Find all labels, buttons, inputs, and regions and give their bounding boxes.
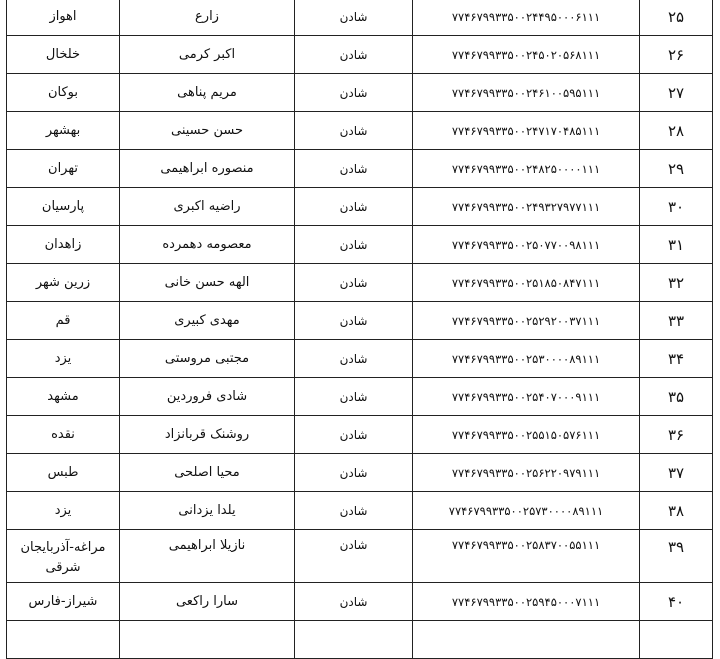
table-row — [7, 264, 713, 302]
name-cell: حسن حسینی — [120, 112, 295, 150]
sheba-cell: ۷۷۴۶۷۹۹۳۳۵۰۰۲۴۹۳۲۷۹۷۷۱۱۱ — [413, 188, 640, 226]
sheba-cell: ۷۷۴۶۷۹۹۳۳۵۰۰۲۴۶۱۰۰۵۹۵۱۱۱ — [413, 74, 640, 112]
name-cell: نازیلا ابراهیمی — [120, 530, 295, 583]
sheba-cell: ۷۷۴۶۷۹۹۳۳۵۰۰۲۵۹۴۵۰۰۰۷۱۱۱ — [413, 583, 640, 621]
row-number-cell: ۴۰ — [640, 583, 713, 621]
row-number-cell: ۳۵ — [640, 378, 713, 416]
city-cell: شیراز-فارس — [7, 583, 120, 621]
bank-cell: شادن — [295, 36, 413, 74]
row-number-cell: ۳۱ — [640, 226, 713, 264]
bank-cell: شادن — [295, 264, 413, 302]
city-cell: یزد — [7, 492, 120, 530]
empty-cell — [7, 621, 120, 659]
name-cell: زارع — [120, 0, 295, 36]
records-table — [6, 0, 713, 659]
name-cell: اکبر کرمی — [120, 36, 295, 74]
sheba-cell: ۷۷۴۶۷۹۹۳۳۵۰۰۲۵۳۰۰۰۰۸۹۱۱۱ — [413, 340, 640, 378]
sheba-cell: ۷۷۴۶۷۹۹۳۳۵۰۰۲۵۵۱۵۰۵۷۶۱۱۱ — [413, 416, 640, 454]
name-cell: محیا اصلحی — [120, 454, 295, 492]
city-cell: اهواز — [7, 0, 120, 36]
table-row — [7, 74, 713, 112]
table-row — [7, 36, 713, 74]
sheba-cell: ۷۷۴۶۷۹۹۳۳۵۰۰۲۴۸۲۵۰۰۰۰۱۱۱ — [413, 150, 640, 188]
bank-cell: شادن — [295, 302, 413, 340]
city-cell: پارسیان — [7, 188, 120, 226]
table-row — [7, 492, 713, 530]
city-cell: بوکان — [7, 74, 120, 112]
row-number-cell: ۲۹ — [640, 150, 713, 188]
city-cell: یزد — [7, 340, 120, 378]
row-number-cell: ۳۳ — [640, 302, 713, 340]
table-row — [7, 583, 713, 621]
row-number-cell: ۲۸ — [640, 112, 713, 150]
city-cell: زرین شهر — [7, 264, 120, 302]
bank-cell: شادن — [295, 454, 413, 492]
table-row — [7, 378, 713, 416]
table-row — [7, 0, 713, 36]
city-cell: مراغه-آذربایجان شرقی — [7, 530, 120, 583]
sheba-cell: ۷۷۴۶۷۹۹۳۳۵۰۰۲۵۷۳۰۰۰۰۸۹۱۱۱ — [413, 492, 640, 530]
bank-cell: شادن — [295, 226, 413, 264]
name-cell: الهه حسن خانی — [120, 264, 295, 302]
bank-cell: شادن — [295, 112, 413, 150]
name-cell: سارا راکعی — [120, 583, 295, 621]
table-row-partial — [7, 621, 713, 659]
row-number-cell: ۳۲ — [640, 264, 713, 302]
records-table-body — [7, 0, 713, 659]
bank-cell: شادن — [295, 492, 413, 530]
city-cell: مشهد — [7, 378, 120, 416]
empty-cell — [640, 621, 713, 659]
sheba-cell: ۷۷۴۶۷۹۹۳۳۵۰۰۲۵۴۰۷۰۰۰۹۱۱۱ — [413, 378, 640, 416]
row-number-cell: ۳۰ — [640, 188, 713, 226]
city-cell: بهشهر — [7, 112, 120, 150]
empty-cell — [413, 621, 640, 659]
bank-cell: شادن — [295, 416, 413, 454]
table-row — [7, 530, 713, 583]
row-number-cell: ۲۷ — [640, 74, 713, 112]
city-cell: زاهدان — [7, 226, 120, 264]
table-row — [7, 340, 713, 378]
table-row — [7, 226, 713, 264]
sheba-cell: ۷۷۴۶۷۹۹۳۳۵۰۰۲۵۰۷۷۰۰۹۸۱۱۱ — [413, 226, 640, 264]
table-row — [7, 112, 713, 150]
name-cell: مجتبی مروستی — [120, 340, 295, 378]
sheba-cell: ۷۷۴۶۷۹۹۳۳۵۰۰۲۴۵۰۲۰۵۶۸۱۱۱ — [413, 36, 640, 74]
name-cell: مریم پناهی — [120, 74, 295, 112]
city-cell: خلخال — [7, 36, 120, 74]
name-cell: منصوره ابراهیمی — [120, 150, 295, 188]
bank-cell: شادن — [295, 188, 413, 226]
empty-cell — [295, 621, 413, 659]
table-row — [7, 150, 713, 188]
city-cell: قم — [7, 302, 120, 340]
bank-cell: شادن — [295, 378, 413, 416]
name-cell: یلدا یزدانی — [120, 492, 295, 530]
sheba-cell: ۷۷۴۶۷۹۹۳۳۵۰۰۲۴۴۹۵۰۰۰۶۱۱۱ — [413, 0, 640, 36]
name-cell: شادی فروردین — [120, 378, 295, 416]
city-cell: طبس — [7, 454, 120, 492]
city-cell: نقده — [7, 416, 120, 454]
table-row — [7, 416, 713, 454]
name-cell: راضیه اکبری — [120, 188, 295, 226]
row-number-cell: ۳۴ — [640, 340, 713, 378]
row-number-cell: ۲۶ — [640, 36, 713, 74]
bank-cell: شادن — [295, 150, 413, 188]
table-row — [7, 302, 713, 340]
sheba-cell: ۷۷۴۶۷۹۹۳۳۵۰۰۲۴۷۱۷۰۴۸۵۱۱۱ — [413, 112, 640, 150]
name-cell: مهدی کبیری — [120, 302, 295, 340]
row-number-cell: ۳۸ — [640, 492, 713, 530]
empty-cell — [120, 621, 295, 659]
bank-cell: شادن — [295, 0, 413, 36]
table-row — [7, 188, 713, 226]
row-number-cell: ۲۵ — [640, 0, 713, 36]
bank-cell: شادن — [295, 530, 413, 583]
sheba-cell: ۷۷۴۶۷۹۹۳۳۵۰۰۲۵۱۸۵۰۸۴۷۱۱۱ — [413, 264, 640, 302]
sheba-cell: ۷۷۴۶۷۹۹۳۳۵۰۰۲۵۶۲۲۰۹۷۹۱۱۱ — [413, 454, 640, 492]
sheba-cell: ۷۷۴۶۷۹۹۳۳۵۰۰۲۵۸۳۷۰۰۵۵۱۱۱ — [413, 530, 640, 583]
table-row — [7, 454, 713, 492]
city-cell: تهران — [7, 150, 120, 188]
row-number-cell: ۳۶ — [640, 416, 713, 454]
name-cell: معصومه دهمرده — [120, 226, 295, 264]
bank-cell: شادن — [295, 340, 413, 378]
bank-cell: شادن — [295, 583, 413, 621]
sheba-cell: ۷۷۴۶۷۹۹۳۳۵۰۰۲۵۲۹۲۰۰۳۷۱۱۱ — [413, 302, 640, 340]
row-number-cell: ۳۷ — [640, 454, 713, 492]
bank-cell: شادن — [295, 74, 413, 112]
row-number-cell: ۳۹ — [640, 530, 713, 583]
name-cell: روشنک قربانزاد — [120, 416, 295, 454]
